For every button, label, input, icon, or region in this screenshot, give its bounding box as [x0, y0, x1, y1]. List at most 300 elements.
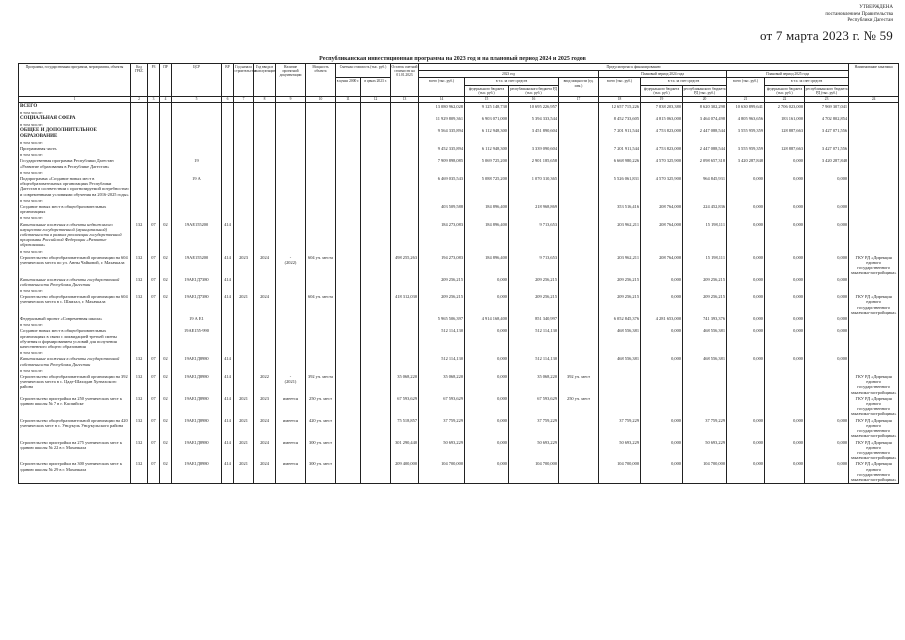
- cell-text: Государственная программа Республики Дагестан «Развитие образования в Республике Дагестан»: [20, 158, 114, 169]
- cell-c21: [727, 294, 765, 316]
- cell-text: 414: [224, 221, 231, 227]
- cell-text: 0,000: [671, 417, 682, 423]
- cell-text: 209 256,215: [617, 294, 640, 300]
- cell-c3: [148, 175, 160, 197]
- cell-c2: [131, 254, 148, 276]
- cell-c6: [222, 294, 234, 316]
- cell-c23: [805, 103, 849, 110]
- cell-c24: [849, 417, 899, 439]
- cell-text: 2023: [260, 395, 269, 401]
- cell-c12: [361, 175, 391, 197]
- cell-c2: [131, 158, 148, 169]
- column-number: 15: [465, 97, 509, 103]
- cell-c10: [306, 103, 336, 110]
- cell-c4: [160, 395, 172, 417]
- cell-c21: [727, 417, 765, 439]
- cell-c17: [559, 439, 599, 461]
- cell-c9: [276, 328, 306, 350]
- cell-c20: [683, 203, 727, 214]
- cell-text: в том числе:: [20, 122, 43, 128]
- cell-c5: [172, 439, 222, 461]
- cell-text: 468 556,381: [617, 328, 640, 334]
- cell-c18: [599, 175, 641, 197]
- cell-c19: [641, 328, 683, 350]
- cell-c21: [727, 461, 765, 483]
- cell-text: 02: [163, 395, 168, 401]
- republic-label: Республики Дагестан: [847, 18, 893, 23]
- cell-c9: [276, 158, 306, 169]
- cell-text: ГКУ РД «Дирекция единого государственного заказчика-застройщика»: [850, 395, 897, 417]
- col-balance: Остаток сметной стоимости на 01.01.2023: [391, 64, 419, 97]
- cell-c16: [509, 128, 559, 139]
- cell-c6: [222, 254, 234, 276]
- cell-text: 209 256,215: [617, 276, 640, 282]
- cell-text: 02: [163, 294, 168, 300]
- cell-text: 0,000: [793, 356, 804, 362]
- cell-c6: [222, 128, 234, 139]
- cell-c22: [765, 128, 805, 139]
- cell-c15: [465, 395, 509, 417]
- cell-c18: [599, 356, 641, 367]
- cell-c17: [559, 374, 599, 396]
- cell-text: -: [289, 374, 292, 380]
- investment-table: [18, 63, 899, 484]
- cell-c16: [509, 374, 559, 396]
- table-row: [19, 158, 899, 169]
- cell-c20: [683, 128, 727, 139]
- cell-text: 9 452 335,894: [437, 145, 464, 151]
- cell-text: 203 962,211: [617, 254, 640, 260]
- row-name: [19, 395, 131, 417]
- cell-c24: [849, 221, 899, 248]
- cell-text: 07: [151, 439, 156, 445]
- cell-c24: [849, 328, 899, 350]
- cell-c19: [641, 103, 683, 110]
- cell-c19: [641, 203, 683, 214]
- cell-c24: [849, 175, 899, 197]
- cell-text: 19 А Е1: [189, 316, 204, 322]
- cell-text: 2 706 023,000: [777, 103, 804, 109]
- cell-c21: [727, 356, 765, 367]
- cell-text: 183 161,000: [781, 115, 804, 121]
- cell-text: СОЦИАЛЬНАЯ СФЕРА: [20, 115, 76, 121]
- cell-text: 392 уч. места: [308, 374, 333, 380]
- cell-c14: [419, 103, 465, 110]
- table-row: [19, 294, 899, 316]
- cell-text: в том числе:: [20, 322, 43, 328]
- cell-c5: [172, 294, 222, 316]
- cell-text: Капитальные вложения в объекты государственной собственности Республики Дагестан: [20, 276, 120, 287]
- cell-text: 2 901 185,658: [531, 158, 558, 164]
- cell-text: Капитальные вложения в объекты недвижимого имущества государственной (муниципальной) собственности в рамках реализации государственной программы Российской Федерации «Развитие образования»: [20, 221, 122, 248]
- table-row: [19, 128, 899, 139]
- cell-c20: [683, 328, 727, 350]
- cell-text: 104 700,000: [535, 461, 558, 467]
- cell-text: 67 593,629: [397, 395, 418, 401]
- cell-c12: [361, 276, 391, 287]
- cell-c23: [805, 276, 849, 287]
- column-number: 9: [276, 97, 306, 103]
- cell-c20: [683, 158, 727, 169]
- cell-text: 414: [224, 276, 231, 282]
- cell-c2: [131, 417, 148, 439]
- cell-c20: [683, 417, 727, 439]
- col-2024-incl: в т.ч. за счет средств: [641, 78, 727, 85]
- cell-text: 132: [135, 439, 143, 445]
- approved-label: УТВЕРЖДЕНА: [859, 5, 893, 10]
- cell-text: 3 555 959,359: [737, 128, 764, 134]
- cell-c24: [849, 439, 899, 461]
- row-name: [19, 158, 131, 169]
- cell-c16: [509, 417, 559, 439]
- cell-text: 19: [194, 158, 199, 164]
- cell-c4: [160, 254, 172, 276]
- cell-c12: [361, 328, 391, 350]
- cell-text: 0,000: [671, 461, 682, 467]
- row-name: [19, 328, 131, 350]
- col-2024: Плановый период 2024 года: [599, 71, 727, 78]
- cell-c2: [131, 175, 148, 197]
- cell-text: 67 593,629: [537, 395, 558, 401]
- cell-c15: [465, 158, 509, 169]
- cell-text: 02: [163, 276, 168, 282]
- column-number: 4: [160, 97, 172, 103]
- cell-c15: [465, 254, 509, 276]
- cell-text: ГКУ РД «Дирекция единого государственного заказчика-застройщика»: [850, 254, 897, 276]
- cell-c20: [683, 461, 727, 483]
- column-number: 17: [559, 97, 599, 103]
- cell-text: 0,000: [753, 316, 764, 322]
- cell-text: 0,000: [497, 356, 508, 362]
- cell-c4: [160, 158, 172, 169]
- cell-c8: [254, 103, 276, 110]
- cell-text: 0,000: [497, 328, 508, 334]
- cell-text: 468 556,381: [703, 356, 726, 362]
- cell-text: 19АЕ1Д8980: [184, 461, 209, 467]
- cell-text: 4 570 325,900: [655, 175, 682, 181]
- cell-c17: [559, 103, 599, 110]
- cell-text: 19АЕ1Д7380: [184, 294, 209, 300]
- cell-text: Создание новых мест в общеобразовательных организациях в связи с ликвидацией третьей смены обучения и формированием условий для получения качественного общего образования: [20, 328, 117, 350]
- table-row: [19, 328, 899, 350]
- cell-c6: [222, 461, 234, 483]
- cell-c11: [336, 395, 361, 417]
- cell-text: 3 451 890,604: [531, 128, 558, 134]
- cell-c12: [361, 203, 391, 214]
- cell-c19: [641, 395, 683, 417]
- cell-c11: [336, 254, 361, 276]
- col-2023-rep: республиканского бюджета РД (тыс. руб.): [510, 86, 557, 95]
- cell-c8: [254, 276, 276, 287]
- cell-text: 0,000: [671, 276, 682, 282]
- cell-text: 209 400,000: [395, 461, 418, 467]
- column-number: 5: [172, 97, 222, 103]
- col-2024-fed: федерального бюджета (тыс. руб.): [641, 85, 683, 96]
- cell-c6: [222, 276, 234, 287]
- cell-c13: [391, 103, 419, 110]
- cell-c8: [254, 254, 276, 276]
- cell-text: 414: [224, 254, 231, 260]
- cell-c13: [391, 294, 419, 316]
- row-name: [19, 128, 131, 139]
- cell-c21: [727, 221, 765, 248]
- cell-text: ГКУ РД «Дирекция единого государственного заказчика-застройщика»: [850, 417, 897, 439]
- cell-text: Строительство пристройки на 250 ученических мест к зданию школы № 7 в г. Каспийске: [20, 395, 123, 407]
- column-number: 16: [509, 97, 559, 103]
- cell-text: 0,000: [837, 254, 848, 260]
- cell-c4: [160, 175, 172, 197]
- cell-c12: [361, 128, 391, 139]
- cell-c16: [509, 395, 559, 417]
- cell-c3: [148, 254, 160, 276]
- cell-text: 67 593,629: [443, 395, 464, 401]
- cell-text: 2 098 657,318: [699, 158, 726, 164]
- cell-c13: [391, 461, 419, 483]
- cell-text: 132: [135, 356, 143, 362]
- cell-c9: [276, 374, 306, 396]
- cell-c7: [234, 395, 254, 417]
- cell-c14: [419, 221, 465, 248]
- cell-c19: [641, 294, 683, 316]
- cell-c19: [641, 128, 683, 139]
- cell-text: 9 713,653: [539, 221, 558, 227]
- cell-c8: [254, 356, 276, 367]
- cell-c5: [172, 103, 222, 110]
- cell-c13: [391, 158, 419, 169]
- cell-c3: [148, 128, 160, 139]
- cell-text: 2024: [260, 439, 269, 445]
- cell-c2: [131, 128, 148, 139]
- col-2025-fed: федерального бюджета (тыс. руб.): [765, 85, 805, 96]
- cell-c18: [599, 294, 641, 316]
- cell-c11: [336, 356, 361, 367]
- cell-text: 0,000: [497, 294, 508, 300]
- col-estimate: Сметная стоимость (тыс. руб.): [336, 64, 391, 78]
- cell-text: 07: [151, 461, 156, 467]
- cell-text: 301 290,440: [395, 439, 418, 445]
- cell-text: 0,000: [837, 439, 848, 445]
- cell-c8: [254, 461, 276, 483]
- cell-text: 104 700,000: [617, 461, 640, 467]
- cell-text: 3 555 959,359: [737, 145, 764, 151]
- cell-c8: [254, 417, 276, 439]
- cell-text: 0,000: [497, 276, 508, 282]
- cell-c13: [391, 356, 419, 367]
- cell-c12: [361, 158, 391, 169]
- cell-c24: [849, 276, 899, 287]
- cell-text: ГКУ РД «Дирекция единого государственного заказчика-застройщика»: [850, 461, 897, 482]
- cell-text: 02: [163, 439, 168, 445]
- cell-c22: [765, 254, 805, 276]
- column-number: 10: [306, 97, 336, 103]
- cell-text: 468 556,381: [617, 356, 640, 362]
- cell-text: 07: [151, 254, 156, 260]
- cell-c9: [276, 103, 306, 110]
- cell-c14: [419, 203, 465, 214]
- col-capacity: Мощность объекта: [306, 64, 336, 97]
- cell-c16: [509, 203, 559, 214]
- row-name: [19, 175, 131, 197]
- cell-text: 07: [151, 294, 156, 300]
- cell-c5: [172, 356, 222, 367]
- cell-c3: [148, 461, 160, 483]
- cell-c2: [131, 276, 148, 287]
- cell-text: Федеральный проект «Современная школа»: [20, 316, 103, 322]
- cell-c21: [727, 203, 765, 214]
- cell-c24: [849, 395, 899, 417]
- cell-text: 1 070 310,365: [531, 175, 558, 181]
- cell-text: 964 845,931: [703, 175, 726, 181]
- cell-text: 184 896,400: [485, 203, 508, 209]
- cell-text: 2021: [239, 417, 248, 423]
- cell-text: 0,000: [671, 294, 682, 300]
- cell-text: 9 125 148,730: [481, 103, 508, 109]
- cell-text: 184 273,083: [441, 221, 464, 227]
- cell-c23: [805, 356, 849, 367]
- cell-c12: [361, 417, 391, 439]
- cell-c5: [172, 395, 222, 417]
- cell-text: 19АЕ1Д8980: [184, 395, 209, 401]
- cell-c22: [765, 175, 805, 197]
- cell-c17: [559, 203, 599, 214]
- cell-text: 50 693,229: [619, 439, 640, 445]
- col-2025: Плановый период 2025 года: [727, 71, 849, 78]
- cell-text: 132: [135, 461, 143, 467]
- cell-c8: [254, 175, 276, 197]
- cell-c11: [336, 417, 361, 439]
- cell-text: Подпрограмма «Создание новых мест в общеобразовательных организациях Республики Дагестан в соответствии с прогнозируемой потребностью и современными условиями обучения на 2016-2025 годы»: [20, 175, 129, 197]
- cell-c9: [276, 395, 306, 417]
- cell-text: 9 564 335,894: [437, 128, 464, 134]
- cell-text: 10 695 226,957: [529, 103, 558, 109]
- col-start-year: Год начала строительства: [234, 64, 254, 97]
- cell-c23: [805, 254, 849, 276]
- cell-c7: [234, 203, 254, 214]
- cell-c7: [234, 128, 254, 139]
- cell-c5: [172, 203, 222, 214]
- cell-text: 128 887,663: [781, 128, 804, 134]
- cell-c22: [765, 203, 805, 214]
- cell-text: 37 759,229: [705, 417, 726, 423]
- cell-text: 208 764,000: [659, 203, 682, 209]
- cell-c19: [641, 356, 683, 367]
- cell-c4: [160, 221, 172, 248]
- cell-c23: [805, 395, 849, 417]
- cell-text: 07: [151, 276, 156, 282]
- cell-c12: [361, 439, 391, 461]
- cell-c20: [683, 374, 727, 396]
- cell-text: 5 965 506,397: [437, 316, 464, 322]
- cell-c6: [222, 395, 234, 417]
- table-row: [19, 461, 899, 483]
- cell-c10: [306, 328, 336, 350]
- cell-text: 15 198,111: [705, 254, 726, 260]
- cell-text: 2024: [260, 417, 269, 423]
- cell-c20: [683, 221, 727, 248]
- cell-c4: [160, 276, 172, 287]
- cell-c17: [559, 294, 599, 316]
- cell-text: 0,000: [793, 439, 804, 445]
- cell-c14: [419, 356, 465, 367]
- cell-text: 194 273,083: [441, 254, 464, 260]
- cell-text: 07: [151, 417, 156, 423]
- cell-text: 414: [224, 356, 231, 362]
- cell-c13: [391, 221, 419, 248]
- cell-text: ВСЕГО: [20, 103, 38, 109]
- cell-c9: [276, 461, 306, 483]
- cell-c19: [641, 374, 683, 396]
- cell-c17: [559, 128, 599, 139]
- cell-text: 208 764,000: [659, 221, 682, 227]
- cell-text: 4 753 823,000: [655, 128, 682, 134]
- cell-c19: [641, 158, 683, 169]
- cell-text: 35 068,220: [397, 374, 418, 380]
- cell-c12: [361, 103, 391, 110]
- cell-c10: [306, 417, 336, 439]
- cell-text: 0,000: [837, 356, 848, 362]
- cell-c17: [559, 221, 599, 248]
- cell-text: 5 069 725,200: [481, 158, 508, 164]
- cell-text: в том числе:: [20, 288, 43, 294]
- cell-c21: [727, 254, 765, 276]
- cell-text: 35 068,220: [443, 374, 464, 380]
- cell-c14: [419, 461, 465, 483]
- cell-text: 9 713,653: [539, 254, 558, 260]
- cell-c24: [849, 374, 899, 396]
- cell-c10: [306, 294, 336, 316]
- cell-c2: [131, 221, 148, 248]
- cell-c22: [765, 294, 805, 316]
- cell-text: в том числе:: [20, 109, 43, 115]
- cell-text: 4 914 168,400: [481, 316, 508, 322]
- cell-c2: [131, 103, 148, 110]
- column-number: 24: [849, 97, 899, 103]
- cell-c21: [727, 175, 765, 197]
- cell-c9: [276, 203, 306, 214]
- cell-c7: [234, 158, 254, 169]
- cell-c9: [276, 294, 306, 316]
- approval-stamp: [673, 5, 893, 44]
- cell-c10: [306, 203, 336, 214]
- cell-c7: [234, 254, 254, 276]
- cell-c15: [465, 221, 509, 248]
- cell-text: 414: [224, 439, 231, 445]
- cell-text: 0,000: [837, 203, 848, 209]
- cell-c22: [765, 158, 805, 169]
- cell-c19: [641, 254, 683, 276]
- cell-c18: [599, 128, 641, 139]
- cell-c19: [641, 439, 683, 461]
- cell-c10: [306, 374, 336, 396]
- cell-text: 19АЕ155200: [184, 254, 209, 260]
- col-2025-total: всего (тыс. руб.): [727, 78, 765, 97]
- cell-c14: [419, 254, 465, 276]
- cell-c7: [234, 175, 254, 197]
- col-2023-fed: федерального бюджета (тыс. руб.): [465, 85, 509, 96]
- cell-c8: [254, 294, 276, 316]
- cell-c11: [336, 461, 361, 483]
- cell-text: в том числе:: [20, 197, 43, 203]
- cell-c18: [599, 276, 641, 287]
- cell-text: 0,000: [497, 461, 508, 467]
- cell-c7: [234, 328, 254, 350]
- cell-text: 0,000: [497, 395, 508, 401]
- cell-c23: [805, 203, 849, 214]
- cell-c22: [765, 328, 805, 350]
- cell-text: в том числе:: [20, 248, 43, 254]
- cell-c17: [559, 395, 599, 417]
- cell-c17: [559, 175, 599, 197]
